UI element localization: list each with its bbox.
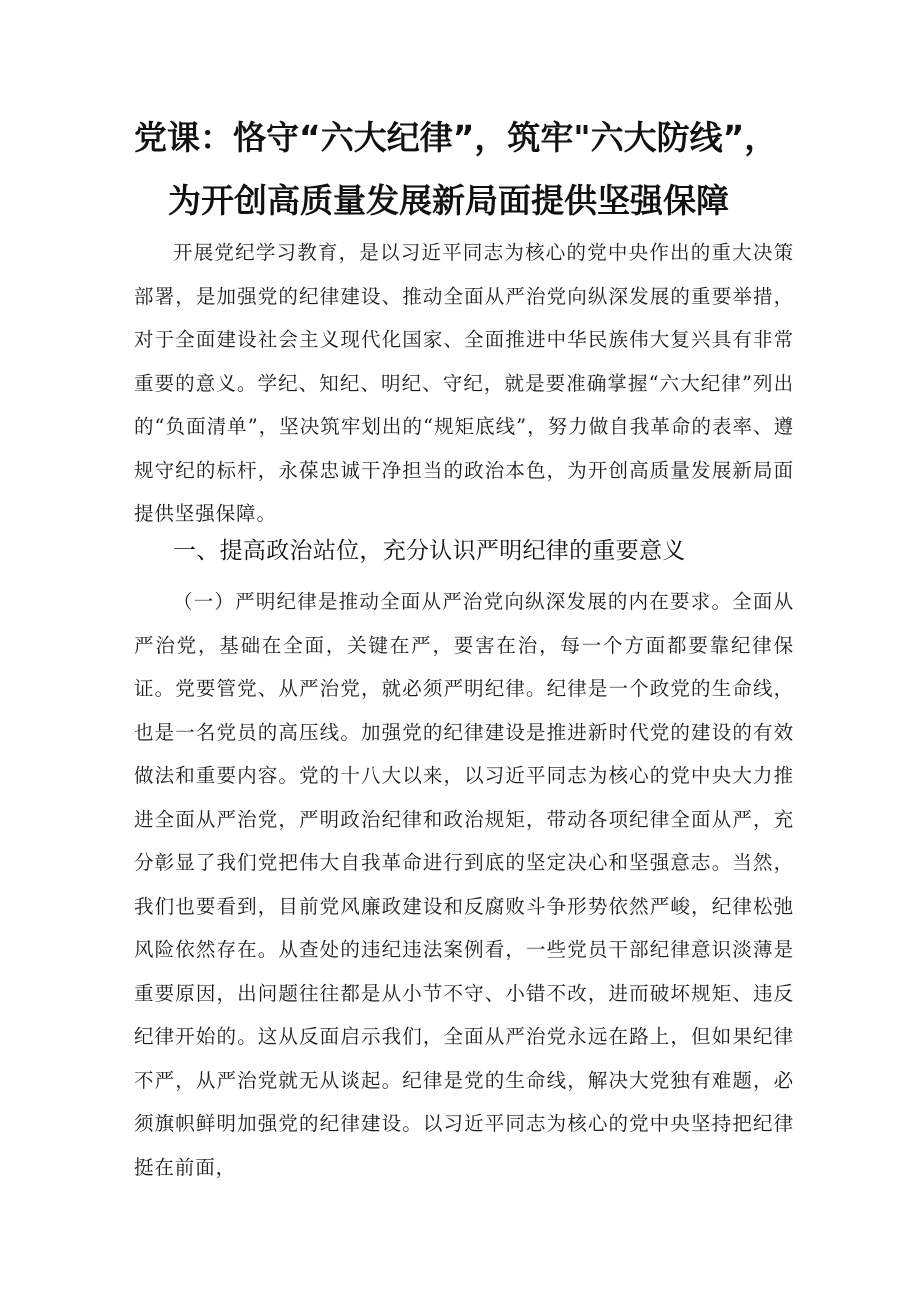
section-1-heading: 一、提高政治站位，充分认识严明纪律的重要意义 [173,538,686,564]
document-title-line-1: 党课：恪守“六大纪律”，筑牢"六大防线”， [134,118,778,157]
intro-paragraph: 开展党纪学习教育，是以习近平同志为核心的党中央作出的重大决策部署，是加强党的纪律建设、推动全面从严治党向纵深发展的重要举措，对于全面建设社会主义现代化国家、全面推进中华民族伟大复兴具有非常重要的意义。学纪、知纪、明纪、守纪，就是要准确掌握“六大纪律”列出的“负面清单”，坚决筑牢划出的“规矩底线”，努力做自我革命的表率、遵规守纪的标杆，永葆忠诚干净担当的政治本色，为开创高质量发展新局面提供坚强保障。 [134,241,794,525]
document-title-line-2: 为开创高质量发展新局面提供坚强保障 [168,181,729,220]
section-1-paragraph-1: （一）严明纪律是推动全面从严治党向纵深发展的内在要求。全面从严治党，基础在全面，关键在严，要害在治，每一个方面都要靠纪律保证。党要管党、从严治党，就必须严明纪律。纪律是一个政党的生命线，也是一名党员的高压线。加强党的纪律建设是推进新时代党的建设的有效做法和重要内容。党的十八大以来，以习近平同志为核心的党中央大力推进全面从严治党，严明政治纪律和政治规矩，带动各项纪律全面从严，充分彰显了我们党把伟大自我革命进行到底的坚定决心和坚强意志。当然，我们也要看到，目前党风廉政建设和反腐败斗争形势依然严峻，纪律松弛风险依然存在。从查处的违纪违法案例看，一些党员干部纪律意识淡薄是重要原因，出问题往往都是从小节不守、小错不改，进而破坏规矩、违反纪律开始的。这从反面启示我们，全面从严治党永远在路上，但如果纪律不严，从严治党就无从谈起。纪律是党的生命线，解决大党独有难题，必须旗帜鲜明加强党的纪律建设。以习近平同志为核心的党中央坚持把纪律挺在前面， [134,590,794,1179]
